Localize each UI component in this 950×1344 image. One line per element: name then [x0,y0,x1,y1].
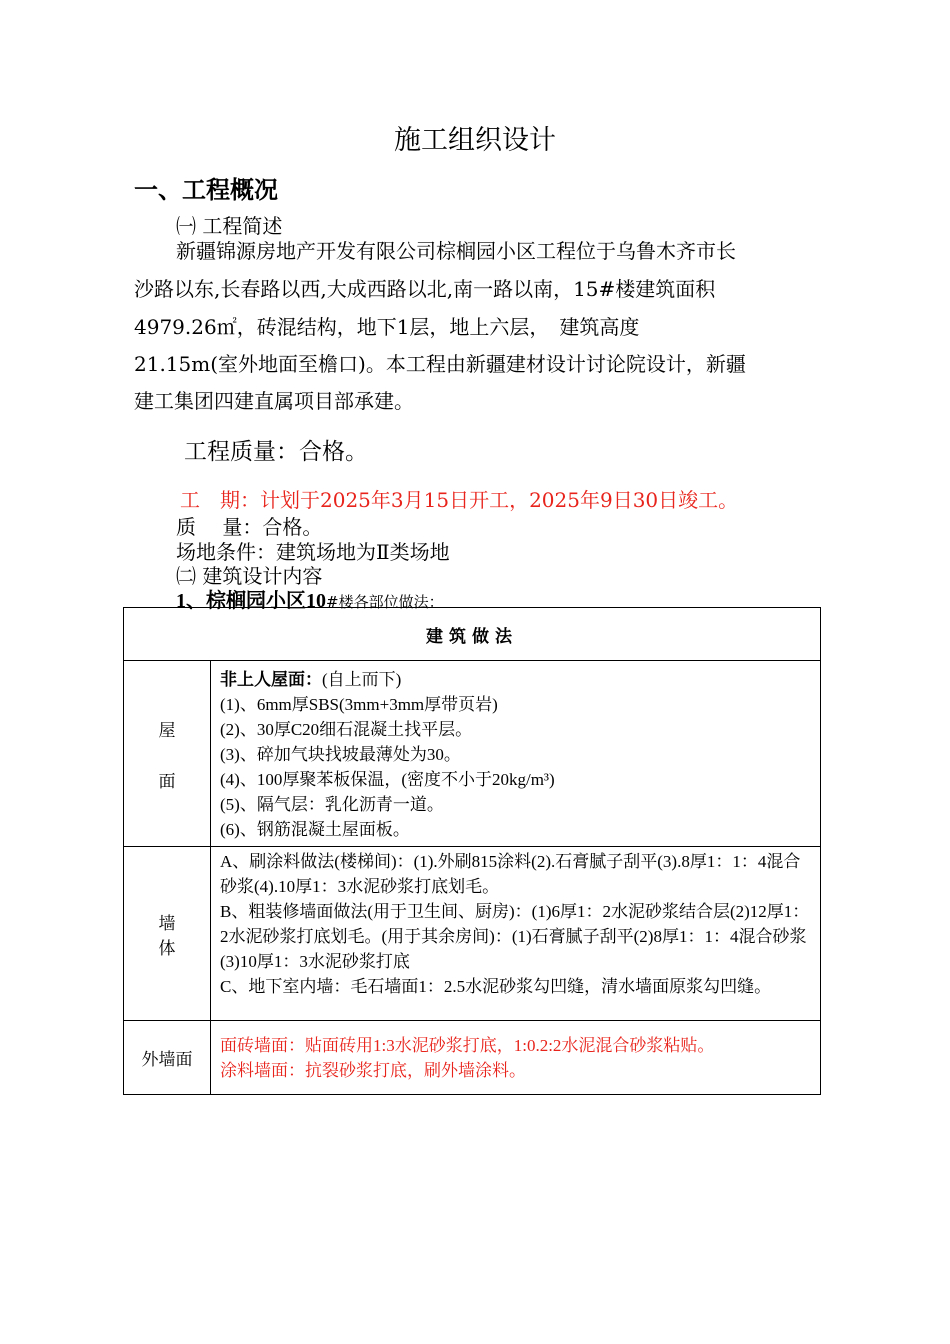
roof-line: (4)、100厚聚苯板保温，(密度不小于20kg/m³) [220,770,555,789]
roof-line: (2)、30厚C20细石混凝土找平层。 [220,720,473,739]
paragraph-line-5: 建工集团四建直属项目部承建。 [134,389,414,413]
wall-paragraph: A、刷涂料做法(楼梯间)：(1).外刷815涂料(2).石膏腻子刮平(3).8厚1：1：4混合砂浆(4).10厚1：3水泥砂浆打底划毛。 [220,852,801,896]
quality-summary: 工程质量：合格。 [184,439,368,465]
row-label-exterior-wall: 外墙面 [124,1021,211,1095]
table-header-row [124,608,821,661]
paragraph-line-2: 沙路以东,长春路以西,大成西路以北,南一路以南，15#楼建筑面积 [134,277,716,301]
page-title: 施工组织设计 [394,125,556,156]
row-label-roof-bottom: 面 [158,771,176,791]
construction-method-table [123,607,821,1095]
table-header: 建筑做法 [124,608,821,661]
row-content-roof [211,661,821,847]
item-heading-rest: #楼各部位做法： [326,593,444,611]
roof-line: (3)、碎加气块找坡最薄处为30。 [220,745,461,764]
row-content-wall [211,847,821,1021]
schedule-line: 工 期：计划于2025年3月15日开工，2025年9日30日竣工。 [180,488,739,512]
row-label-wall-top: 墙 [158,913,176,933]
wall-paragraph: B、粗装修墙面做法(用于卫生间、厨房)：(1)6厚1：2水泥砂浆结合层(2)12厚1：2水泥砂浆打底划毛。(用于其余房间)：(1)石膏腻子刮平(2)8厚1：1：4混合砂浆(3)10厚1：3水泥砂浆打底 [220,902,810,971]
exterior-wall-line: 面砖墙面：贴面砖用1:3水泥砂浆打底，1:0.2:2水泥混合砂浆粘贴。 [220,1036,715,1055]
table-row [124,661,821,847]
section-heading: 一、工程概况 [134,176,278,204]
exterior-wall-line: 涂料墙面：抗裂砂浆打底，刷外墙涂料。 [220,1061,526,1080]
row-label-roof-top: 屋 [158,720,176,740]
roof-line: 非上人屋面：(自上而下) [220,670,402,689]
table-row [124,847,821,1021]
site-condition-line: 场地条件：建筑场地为Ⅱ类场地 [176,540,450,564]
row-label-wall [124,847,211,1021]
table-row [124,1021,821,1095]
roof-line: (1)、6mm厚SBS(3mm+3mm厚带页岩) [220,695,498,714]
paragraph-line-1: 新疆锦源房地产开发有限公司棕榈园小区工程位于乌鲁木齐市长 [176,239,736,263]
roof-line: (6)、钢筋混凝土屋面板。 [220,820,410,839]
row-label-wall-bottom: 体 [158,938,176,958]
row-content-exterior-wall [211,1021,821,1095]
subsection-overview: ㈠ 工程简述 [176,214,283,238]
row-label-roof [124,661,211,847]
roof-line: (5)、隔气层：乳化沥青一道。 [220,795,444,814]
item-heading-bold: 1、棕榈园小区10 [176,590,326,612]
subsection-design: ㈡ 建筑设计内容 [176,564,323,588]
quality-line: 质 量：合格。 [176,515,323,539]
wall-paragraph: C、地下室内墙：毛石墙面1：2.5水泥砂浆勾凹缝，清水墙面原浆勾凹缝。 [220,977,772,996]
paragraph-line-4: 21.15m(室外地面至檐口)。本工程由新疆建材设计讨论院设计，新疆 [134,352,746,376]
paragraph-line-3: 4979.26㎡，砖混结构，地下1层，地上六层， 建筑高度 [134,315,640,339]
